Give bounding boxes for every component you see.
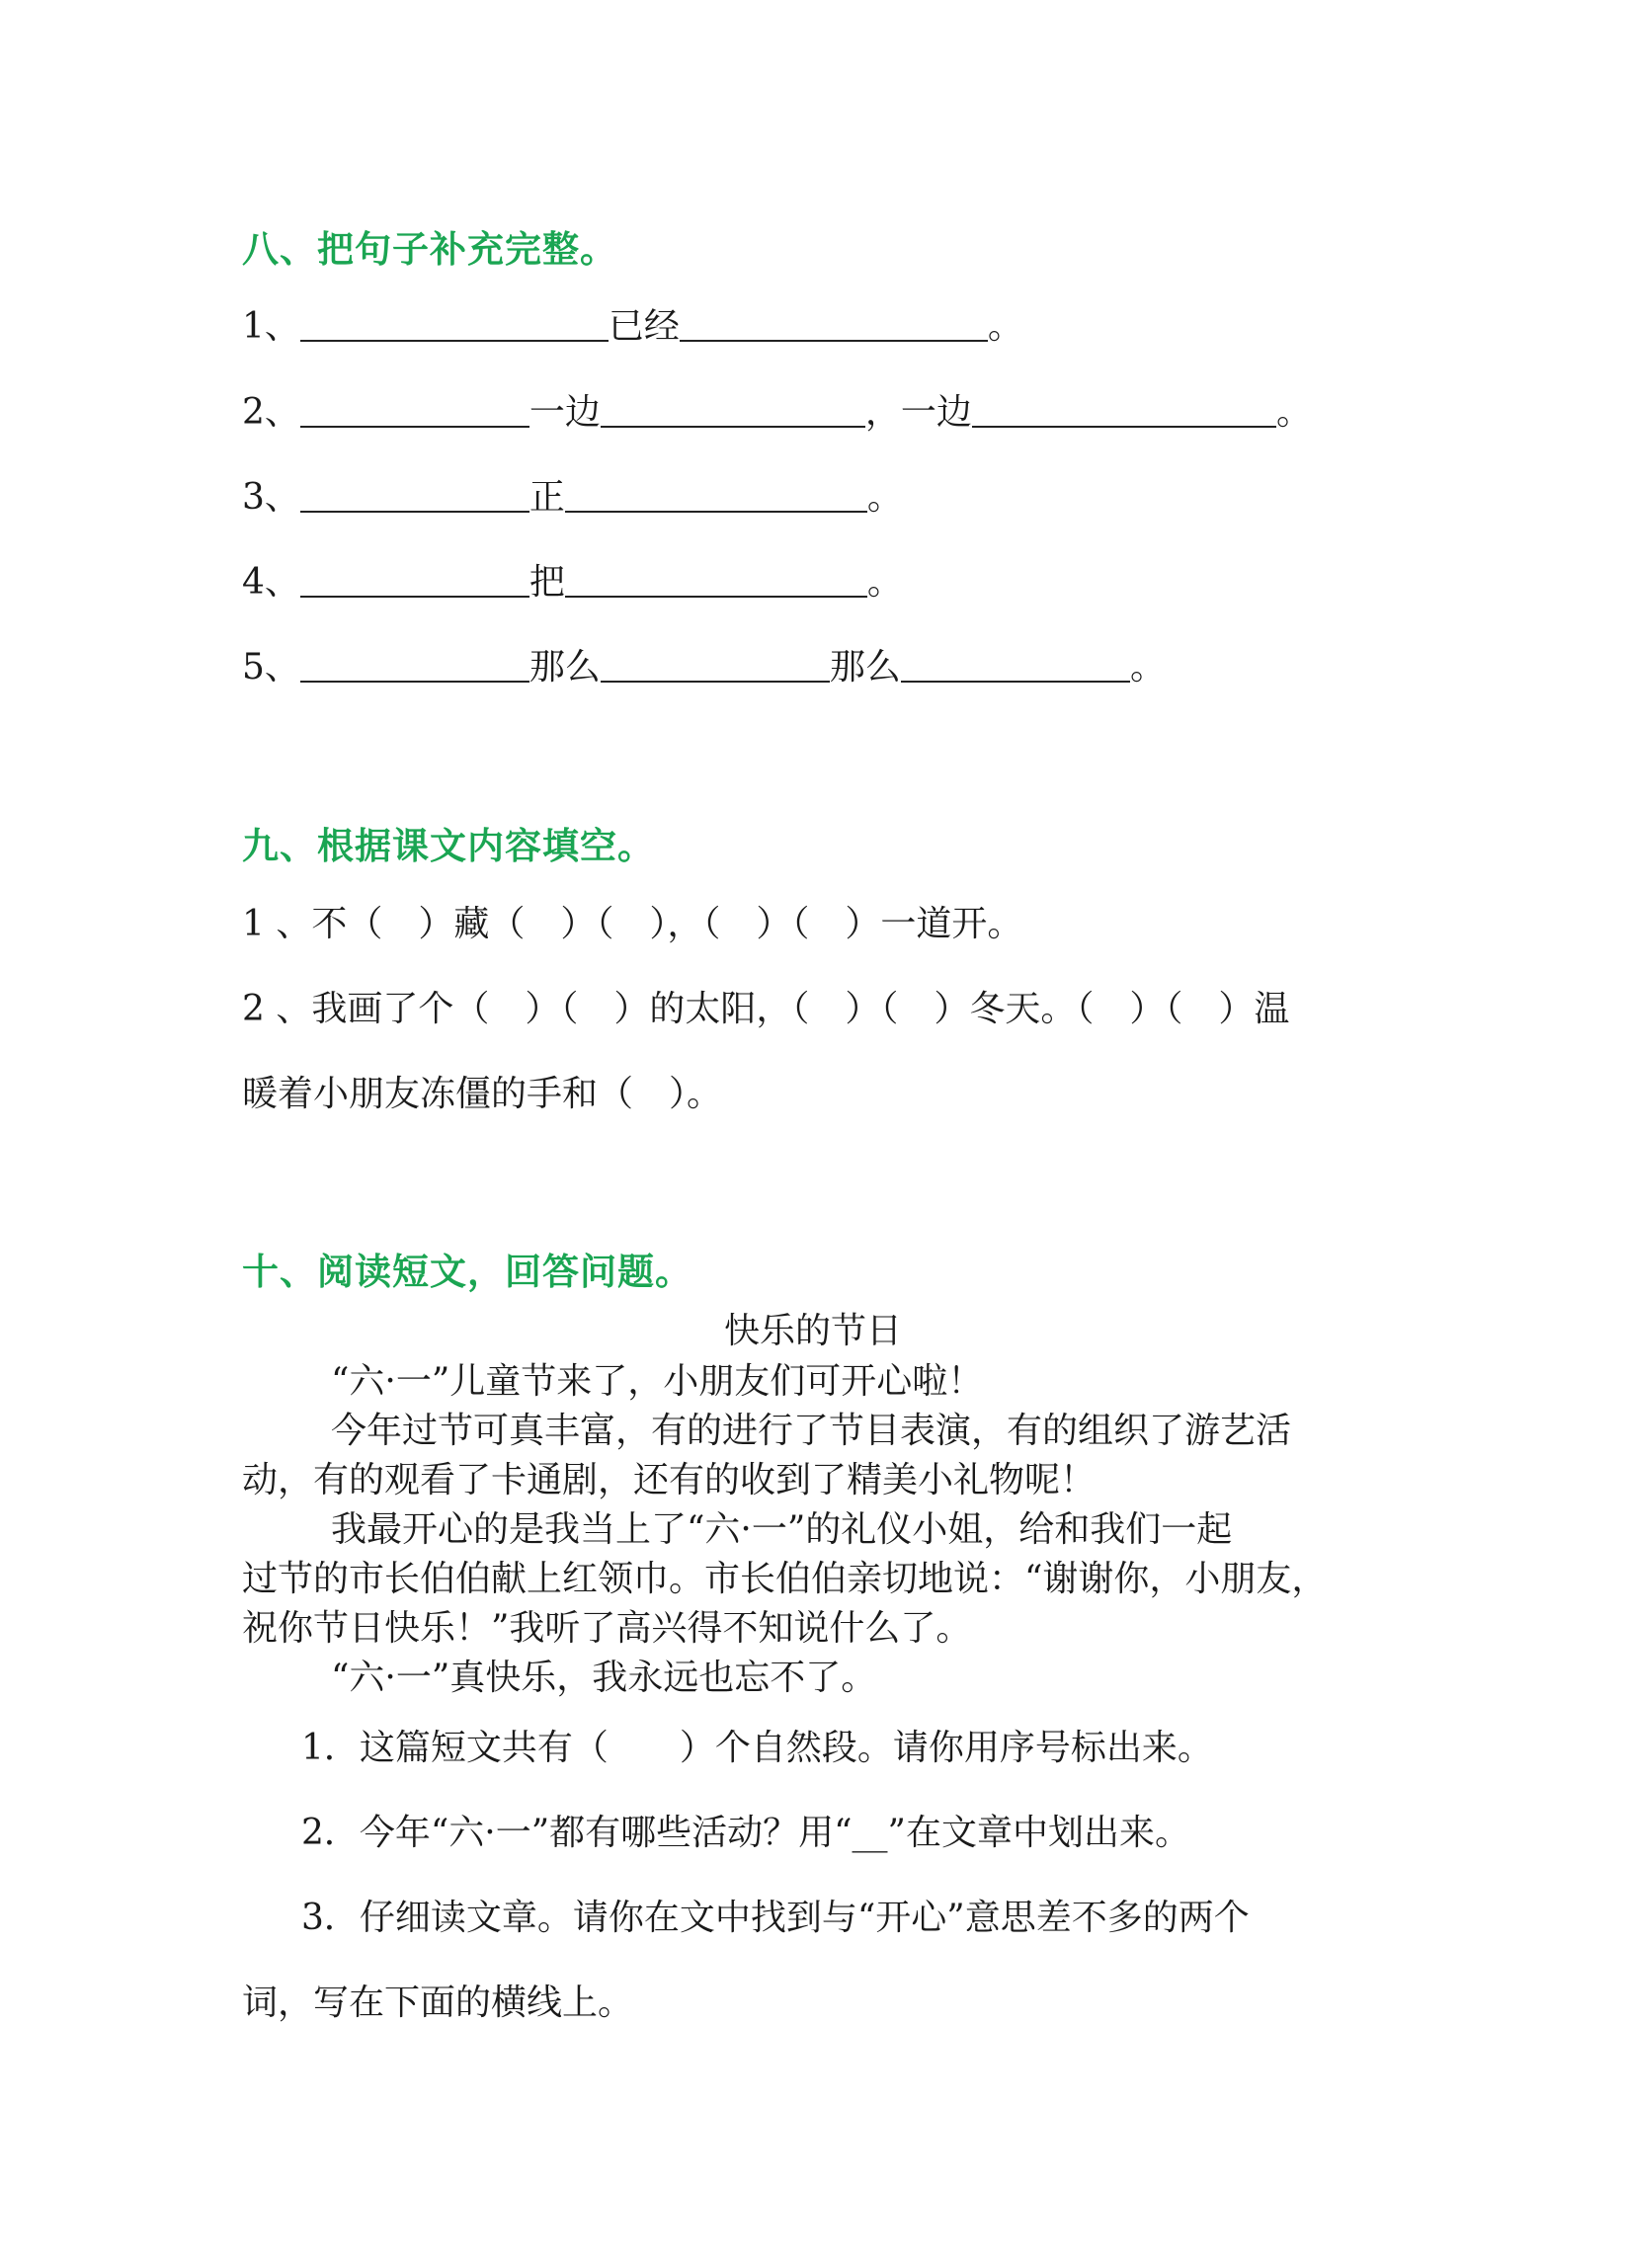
- question-3-line-1: 3．仔细读文章。请你在文中找到与“开心”意思差不多的两个: [301, 1898, 1250, 1938]
- answer-blank[interactable]: [565, 595, 867, 598]
- answer-blank[interactable]: [601, 425, 865, 428]
- answer-blank[interactable]: [300, 510, 529, 513]
- answer-blank[interactable]: [300, 595, 529, 598]
- passage-title: 快乐的节日: [723, 1311, 902, 1351]
- answer-blank[interactable]: [680, 339, 988, 342]
- sentence-end: 。: [1129, 647, 1166, 688]
- connector-word: 正: [528, 477, 565, 518]
- fill-line-2a: 2 、我画了个（ ）（ ）的太阳，（ ）（ ）冬天。（ ）（ ）温: [242, 989, 1290, 1029]
- question-3-line-2: 词，写在下面的横线上。: [242, 1983, 634, 2023]
- sentence-item-2: [242, 392, 1312, 433]
- sentence-end: 。: [987, 306, 1023, 347]
- sentence-item-3: [242, 477, 903, 518]
- sentence-item-1: [242, 306, 1023, 347]
- answer-blank[interactable]: [565, 510, 867, 513]
- passage-paragraph-2-line-1: 今年过节可真丰富，有的进行了节目表演，有的组织了游艺活: [331, 1411, 1292, 1451]
- connector-word: 一边: [528, 392, 601, 433]
- passage-paragraph-2-line-2: 动，有的观看了卡通剧，还有的收到了精美小礼物呢！: [242, 1460, 1097, 1500]
- fill-line-1: 1 、不（ ）藏（ ）（ ），（ ）（ ）一道开。: [242, 904, 1023, 944]
- sentence-end: 。: [866, 477, 903, 518]
- sentence-item-4: [242, 562, 903, 603]
- answer-blank[interactable]: [901, 680, 1130, 683]
- passage-paragraph-3-line-2: 过节的市长伯伯献上红领巾。市长伯伯亲切地说：“谢谢你，小朋友，: [242, 1559, 1328, 1599]
- question-1: 1．这篇短文共有（ ）个自然段。请你用序号标出来。: [301, 1728, 1213, 1768]
- passage-paragraph-1: “六·一”儿童节来了，小朋友们可开心啦！: [331, 1361, 984, 1402]
- connector-word: ，一边: [864, 392, 972, 433]
- fill-line-2b: 暖着小朋友冻僵的手和（ ）。: [242, 1074, 723, 1114]
- answer-blank[interactable]: [300, 425, 529, 428]
- item-number: 5、: [242, 647, 300, 688]
- item-number: 4、: [242, 562, 300, 603]
- item-number: 3、: [242, 477, 300, 518]
- question-2: 2．今年“六·一”都有哪些活动？用“__”在文章中划出来。: [301, 1813, 1190, 1853]
- answer-blank[interactable]: [601, 680, 830, 683]
- sentence-end: 。: [866, 562, 903, 603]
- connector-word: 已经: [608, 306, 680, 347]
- section-10-heading: 十、阅读短文，回答问题。: [242, 1251, 692, 1293]
- section-8-heading: 八、把句子补充完整。: [242, 228, 617, 271]
- answer-blank[interactable]: [300, 680, 529, 683]
- passage-paragraph-3-line-1: 我最开心的是我当上了“六·一”的礼仪小姐，给和我们一起: [331, 1509, 1233, 1550]
- answer-blank[interactable]: [972, 425, 1276, 428]
- passage-paragraph-3-line-3: 祝你节日快乐！”我听了高兴得不知说什么了。: [242, 1608, 972, 1649]
- sentence-item-5: [242, 647, 1166, 688]
- item-number: 2、: [242, 392, 300, 433]
- sentence-end: 。: [1275, 392, 1312, 433]
- connector-word: 那么: [528, 647, 601, 688]
- connector-word: 把: [528, 562, 565, 603]
- passage-paragraph-4: “六·一”真快乐，我永远也忘不了。: [331, 1658, 877, 1698]
- answer-blank[interactable]: [300, 339, 609, 342]
- connector-word: 那么: [829, 647, 901, 688]
- item-number: 1、: [242, 306, 300, 347]
- section-9-heading: 九、根据课文内容填空。: [242, 825, 655, 867]
